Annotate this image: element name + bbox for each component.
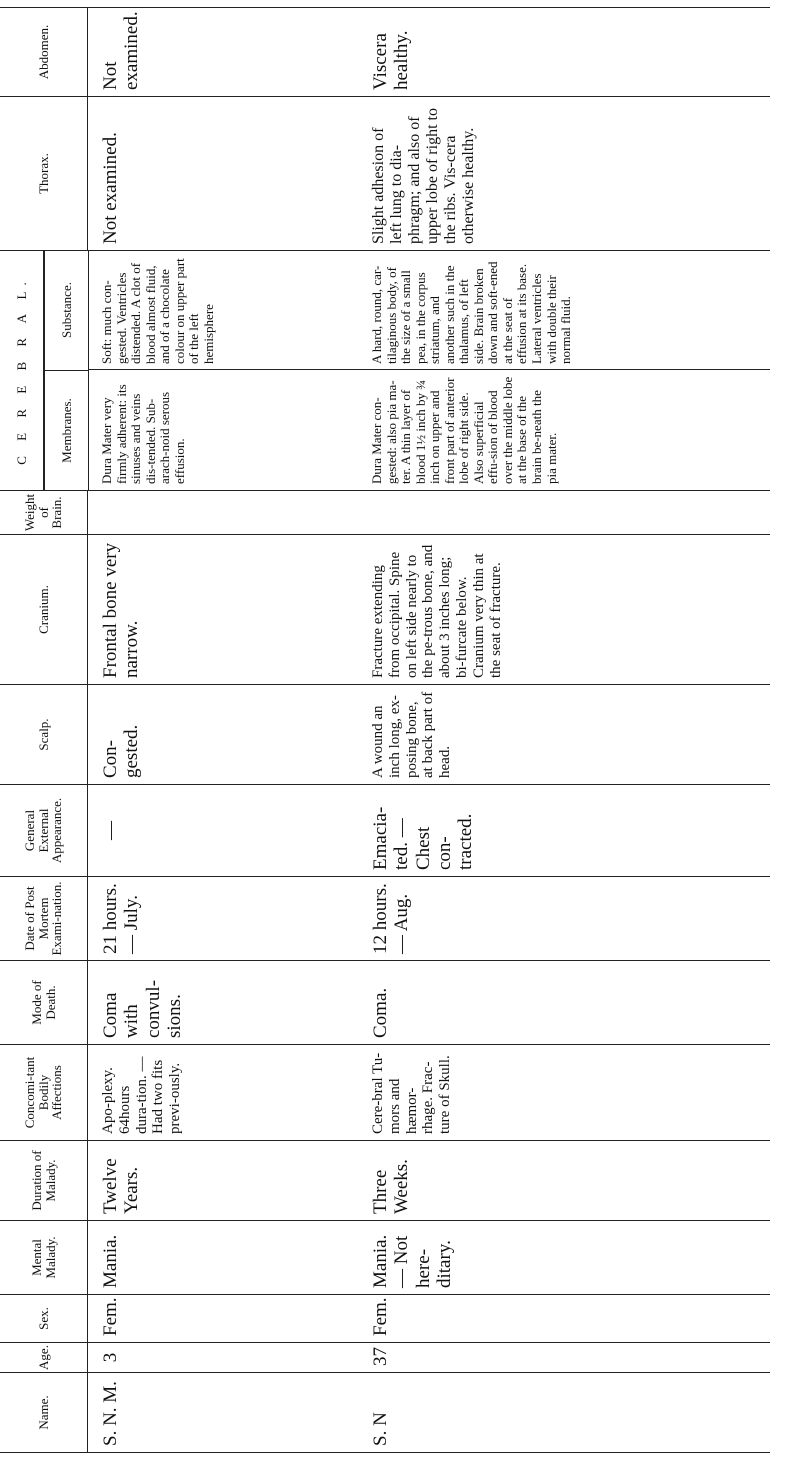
header-mental-malady: Mental Malady. [0, 1221, 88, 1294]
cell-mode-of-death-row1: Coma with convul-sions. [100, 979, 185, 1038]
cell-mode-of-death-row2: Coma. [370, 987, 391, 1038]
cell-concomitant-row1: Apo-plexy. 64hours dura-tion. — Had two fits previ-ously. [100, 1056, 184, 1134]
column-cranium [0, 535, 770, 685]
cell-name-row2: S. N [370, 1412, 391, 1446]
cell-weight-of-brain-row1 [96, 491, 366, 534]
column-cerebral [0, 251, 770, 491]
header-substance: Substance. [44, 250, 88, 370]
header-general-external: General External Appearance. [0, 785, 88, 876]
cell-scalp-row2: A wound an inch long, ex-posing bone, at back part of head. [370, 691, 454, 778]
cell-sex-row1: Fem. [100, 1297, 121, 1336]
column-concomitant [0, 1045, 770, 1141]
cell-general-external-row1: — [100, 821, 121, 840]
header-cerebral: C E R E B R A L. [0, 251, 44, 490]
cell-general-external-row2: Emacia-ted. — Chest con-tracted. [370, 806, 477, 870]
cell-mental-malady-row1: Mania. [100, 1234, 121, 1288]
cell-substance-row2: A hard, round, car-tilaginous body, of the size of a small pea, in the corpus striatum, and another such in the thalamus, of left side. Brain broken down and soft-ened at the seat of effusion at its base. Lateral ventricles with double their normal fluid. [369, 261, 574, 364]
header-concomitant: Concomi-tant Bodily Affections [0, 1045, 88, 1140]
cell-age-row1: 3 [100, 1352, 121, 1363]
cell-date-post-mortem-row2: 12 hours. — Aug. [370, 883, 413, 954]
cell-date-post-mortem-row1: 21 hours. — July. [100, 883, 143, 954]
header-name: Name. [0, 1373, 88, 1452]
cell-duration-row1: Twelve Years. [100, 1158, 143, 1214]
header-sex: Sex. [0, 1295, 88, 1342]
header-duration: Duration of Malady. [0, 1141, 88, 1220]
cell-abdomen-row2: Viscera healthy. [370, 30, 413, 90]
column-general-external [0, 785, 770, 877]
column-date-post-mortem [0, 877, 770, 961]
column-sex [0, 1295, 770, 1343]
header-scalp: Scalp. [0, 685, 88, 784]
cell-membranes-row2: Dura Mater con-gested: also pia ma-ter. A thin layer of blood 1½ inch by ¾ inch on upper and front part of anterior lobe of right side. Also superficial effu-sion of blood over the middle lobe at the base of the brain be-neath the pia mater. [369, 376, 559, 484]
header-mode-of-death: Mode of Death. [0, 961, 88, 1044]
column-mental-malady [0, 1221, 770, 1295]
cell-cranium-row2: Fracture extending from occipital. Spine on left side nearly to the pe-trous bone, and about 3 inches long; bi-furcate below. Cranium very thin at the seat of fracture. [370, 544, 504, 678]
cell-thorax-row1: Not examined. [100, 132, 121, 244]
cell-weight-of-brain-row2 [366, 491, 766, 534]
header-abdomen: Abdomen. [0, 8, 88, 96]
column-age [0, 1343, 770, 1373]
cell-cranium-row1: Frontal bone very narrow. [100, 542, 143, 678]
column-name [0, 1373, 770, 1453]
header-cranium: Cranium. [0, 535, 88, 684]
column-scalp [0, 685, 770, 785]
cell-scalp-row1: Con-gested. [100, 724, 143, 778]
cell-substance-row1: Soft: much con-gested. Ventricles distended. A clot of blood almost fluid, and of a chocolate colour on upper part of the left hemisphere [99, 258, 216, 364]
column-abdomen [0, 7, 770, 97]
header-weight-of-brain: Weight of Brain. [0, 491, 88, 534]
cell-concomitant-row2: Cere-bral Tu-mors and hæmor-rhage. Frac-ture of Skull. [370, 1052, 454, 1134]
cell-age-row2: 37 [370, 1347, 391, 1366]
cell-mental-malady-row2: Mania. — Not here-ditary. [370, 1234, 455, 1288]
cell-sex-row2: Fem. [370, 1297, 391, 1336]
cell-membranes-row1: Dura Mater very firmly adherent: its sinuses and veins dis-tended. Sub-arach-noid serous effusion. [99, 384, 187, 484]
column-duration [0, 1141, 770, 1221]
cell-thorax-row2: Slight adhesion of left lung to dia-phragm; and also of upper lobe of right to the ribs. Vis-cera otherwise healthy. [370, 108, 477, 244]
cell-duration-row2: Three Weeks. [370, 1159, 413, 1214]
cell-name-row1: S. N. M. [100, 1381, 121, 1446]
cell-abdomen-row1: Not examined. [100, 11, 143, 90]
column-thorax [0, 97, 770, 251]
cerebral-header-bottom [88, 251, 89, 490]
header-date-post-mortem: Date of Post Mortem Exami-nation. [0, 877, 88, 960]
column-weight-of-brain [0, 491, 770, 535]
header-age: Age. [0, 1343, 88, 1372]
header-membranes: Membranes. [44, 370, 88, 490]
column-mode-of-death [0, 961, 770, 1045]
header-thorax: Thorax. [0, 97, 88, 250]
